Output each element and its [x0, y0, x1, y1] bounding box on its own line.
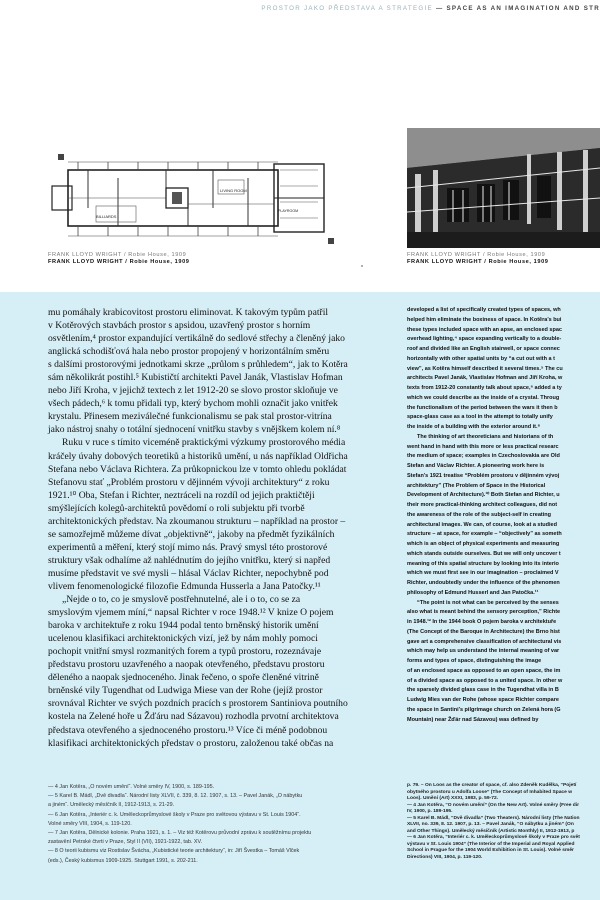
footnote-cz: — 6 Jan Kotěra, „Interiér c. k. Uměleckoprůmyslové školy v Praze pro světovou výstavu v St. Louis 1904“.	[48, 811, 301, 818]
czech-text-line: anglická schodišťová hala nebo prostor propojený v horizontálním směru	[48, 346, 330, 358]
czech-text-line: s dalšími prostorovými jednotkami skrze „průlom s průhledem“, jak to Kotěra	[48, 359, 348, 371]
czech-text-line: krystalu. Přinesem meziválečné funkcionalismu se pak stal prostor-vitrína	[48, 411, 332, 423]
english-text-line: Richter, undoubtedly under the influence of the phenomen	[407, 580, 560, 586]
czech-text-line: architektonických představ. Na zkoumanou strukturu – například na prostor –	[48, 515, 346, 527]
czech-text-line: představa otevřeného a sjednoceného prostoru.¹³ Více či méně podobnou	[48, 724, 328, 736]
footnote-en: obytného prostoru u Adolfa Loose” (The Concept of Inhabited Space w	[407, 789, 573, 795]
caption-left-cz: FRANK LLOYD WRIGHT / Robie House, 1909	[48, 252, 187, 258]
caption-left-en: FRANK LLOYD WRIGHT / Robie House, 1909	[48, 259, 190, 265]
czech-text-paragraph	[48, 593, 382, 750]
footnote-en: School in Prague for the 1904 World Exhibition in St. Louis). Volné směr	[407, 848, 574, 854]
english-text-line: developed a list of specifically created types of spaces, wh	[407, 307, 561, 313]
czech-text-line: představu prostoru uzavřeného a naopak otevřeného, představu prostoru	[48, 659, 325, 671]
english-text-line: Mountain) near Žďár nad Sázavou) was defined by	[407, 716, 539, 723]
czech-text-line: klasifikaci architektonických představ o prostoru, založenou také občas na	[48, 737, 334, 749]
plan-label-playroom: PLAYROOM	[278, 209, 299, 213]
footnote-cz: — 8 O teorii kubismu viz Rostislav Švácha, „Kubistické teorie architektury“, in: Jiří Švestka – Tomáš Vlček	[48, 848, 300, 855]
english-text-paragraph	[407, 599, 600, 726]
czech-text-line: 1921.¹⁰ Oba, Stefan i Richter, neztráceli na rozdíl od jejich praktičtěji	[48, 489, 315, 501]
english-text-line: in 1948.¹² In the 1944 book O pojem baroka v architektuře	[407, 619, 557, 625]
floor-plan-drawing	[48, 148, 338, 248]
footnote-en: p. 79. – On Loos as the creator of space, cf. also Zdeněk Kudělka, “Pojetí	[407, 783, 577, 788]
footnote-en: IV, 1900, p. 189-195.	[407, 809, 453, 815]
czech-text-line: ucelenou klasifikaci architektonických vizí, jež by nám mohly pomoci	[48, 633, 318, 645]
english-text-line: the medium of space; examples in Czechoslovakia are Old	[407, 453, 560, 460]
czech-text-line: kráčely úvahy dobových teoretiků a historiků umění, u nás například Oldřicha	[48, 450, 348, 462]
figure-caption-right	[407, 252, 549, 266]
english-text-line: which we could describe as the inside of a crystal. Throug	[407, 394, 560, 401]
footnote-en: Directions) VIII, 1904, p. 119-120.	[407, 855, 483, 861]
english-text-line: also what is meant behind the sensory perception,” Richte	[407, 609, 561, 616]
english-text-line: architects Pavel Janák, Vlastislav Hofman and Jiří Kroha, w	[407, 375, 563, 382]
english-text-line: The thinking of art theoreticians and historians of th	[417, 433, 554, 440]
english-text-line: the awareness of the role of the subject-self in creating	[407, 511, 551, 518]
czech-footnotes	[48, 783, 382, 866]
english-text-line: which stands outside ourselves. But we will only uncover t	[407, 550, 561, 557]
english-text-line: Stefan and Václav Richter. A pioneering work here is	[407, 463, 545, 469]
english-text-line: the functionalism of the period between the wars it then b	[407, 404, 558, 411]
english-footnotes	[407, 783, 600, 862]
english-text-line: these types included space with an apse, an enclosed spac	[407, 326, 562, 333]
czech-text-line: Ruku v ruce s tímito viceméně praktickými výzkumy prostorového média	[62, 437, 346, 449]
english-text-line: the inside of a building with the exterior around it.⁸	[407, 424, 541, 430]
czech-text-line: pochopit vnitřní smysl rozmanitých forem a typů prostoru, rozeznávaje	[48, 646, 322, 658]
czech-text-line: Stefanovu stať „Problém prostoru v dějinném vývoji architektury“ z roku	[48, 476, 330, 488]
czech-text-line: jako nástroj snahy o totální sjednocení vnitřku stavby s vnějškem kolem ní.⁸	[48, 424, 341, 436]
footnote-cz: — 7 Jan Kotěra, Dělnické kolonie. Praha 1921, s. 1. – Viz též Kotěrovu průvodní zprávu k soutěžnímu projektu	[48, 830, 312, 837]
english-text-line: forms and types of space, distinguishing the image	[407, 658, 542, 664]
czech-body-text	[48, 306, 382, 750]
footnote-cz: Volné směry VIII, 1904, s. 119-120.	[48, 820, 132, 827]
english-text-line: space-glass case as a tool in the attempt to totally unify	[407, 414, 553, 421]
czech-text-line: struktury však odhalíme až nahlédnutím do jejího vnitřku, který si napřed	[48, 554, 331, 566]
english-text-line: roof and divided like an English stairwell, or space connec	[407, 346, 560, 352]
english-text-line: Stefan’s 1921 treatise “Problém prostoru v dějinném vývoj	[407, 472, 560, 479]
running-head-separator: —	[432, 5, 447, 12]
footnote-cz: zastavění Petrské čtvrti v Praze, Styl II (VII), 1921-1922, tab. XV.	[48, 839, 203, 846]
czech-text-line: baroka v architektuře z roku 1944 podal tento brněnský historik umění	[48, 620, 319, 632]
footnote-cz: (eds.), Český kubismus 1909-1925. Stuttgart 1991, s. 202-211.	[48, 857, 198, 864]
footnote-en: — 4 Jan Kotěra, “O novém umění” (On the New Art). Volné směry (Free dir	[407, 802, 580, 808]
footnote-en: — 5 Karel B. Mádl, “Dvě divadla” (Two Theaters). Národní listy (The Nation	[407, 815, 580, 821]
english-text-line: structure – at space, for example – “objectively” as someth	[407, 531, 562, 538]
caption-right-cz: FRANK LLOYD WRIGHT / Robie House, 1909	[407, 252, 546, 258]
top-section	[0, 0, 600, 292]
plan-label-living-room: LIVING ROOM	[220, 188, 247, 193]
caption-right-en: FRANK LLOYD WRIGHT / Robie House, 1909	[407, 259, 549, 265]
czech-text-line: brněnské vily Tugendhat od Ludwiga Miese van der Rohe (jejíž prostor	[48, 685, 323, 697]
footnote-en: XLVII, no. 339, 8. 12. 1907, p. 13. – Pavel Janák, “O nábytku a jiném” (On	[407, 822, 574, 828]
czech-text-line: všech pádech,⁶ k tomu přidali typ, který bychom mohli označit jako vnitřek	[48, 398, 338, 410]
english-text-line: of an enclosed space as opposed to an open space, the im	[407, 667, 561, 674]
footnote-en: — 6 Jan Kotěra, “Interiér c. k. Uměleckoprůmyslové školy v Praze pro svět	[407, 835, 580, 841]
figure-caption-left	[48, 252, 190, 266]
english-text-line: horizontally with other spatial units by “a cut out with a t	[407, 355, 555, 362]
footnote-en: and Other Things). Umělecký měsíčník (Artistic Monthly) II, 1912-1913, p	[407, 828, 575, 834]
english-text-line: their more practical-thinking architect colleagues, did not	[407, 502, 558, 508]
footnote-cz: — 4 Jan Kotěra, „O novém umění“. Volné směry IV, 1900, s. 189-195.	[48, 784, 215, 790]
english-text-paragraph	[407, 433, 600, 599]
english-text-line: helped him eliminate the boxiness of space. In Kotěra’s bui	[407, 316, 562, 323]
english-text-line: overhead lighting,⁴ space expanding vertically to a double-	[407, 336, 562, 343]
english-text-line: philosophy of Edmund Husserl and Jan Patočka.¹¹	[407, 589, 539, 596]
english-text-line: the space in Santini’s pilgrimage church on Zelená hora (G	[407, 706, 561, 713]
english-text-line: (The Concept of the Baroque in Architecture) the Brno hist	[407, 628, 560, 635]
running-head-en: SPACE AS AN IMAGINATION AND STR	[446, 5, 600, 12]
english-text-line: which we must first see in our imagination – proclaimed V	[407, 570, 559, 577]
english-text-line: “The point is not what can be perceived by the senses	[417, 599, 559, 606]
english-body-text	[407, 306, 600, 725]
english-text-paragraph	[407, 306, 600, 433]
czech-text-line: experimentů a měření, který stojí mimo nás. Pravý smysl této prostorové	[48, 541, 328, 553]
english-text-line: the sparsely divided glass case in the Tugendhat villa in B	[407, 687, 559, 694]
english-text-line: meaning of this spatial structure by looking into its interio	[407, 560, 559, 567]
czech-text-line: smyslovým vjemem míní,“ napsal Richter v roce 1948.¹² V knize O pojem	[48, 607, 334, 619]
czech-text-line: se samozřejmě můžeme dívat „objektivně“, jakoby na předmět fyzikálních	[48, 528, 335, 540]
footnote-en: výstavu v St. Louis 1904” (The Interior of the Imperial and Royal Applied	[407, 841, 575, 847]
interior-photograph	[407, 128, 600, 248]
czech-text-line: Stefana nebo Václava Richtera. Za průkopnickou lze v tomto ohledu pokládat	[48, 463, 347, 475]
english-text-line: went hand in hand with this more or less practical researc	[407, 443, 559, 450]
czech-text-line: smýšlejících kolegů-architektů povědomí o roli subjektu při tvorbě	[48, 502, 305, 514]
czech-text-line: mu pomáhaly krabicovitost prostoru eliminovat. K takovým typům patřil	[48, 307, 329, 318]
english-text-line: Ludwig Mies van der Rohe (whose space Richter compare	[407, 697, 559, 703]
czech-text-line: osvětlením,⁴ prostor expandující vertikálně do sedlové střechy a členěný jako	[48, 333, 345, 345]
page-marker-dot	[361, 265, 363, 267]
czech-text-line: vlivem fenomenologické filozofie Edmunda Husserla a Jana Patočky.¹¹	[48, 580, 321, 592]
english-text-line: of a divided space as opposed to a united space. In other w	[407, 677, 563, 684]
english-text-line: which may help us understand the internal meaning of var	[407, 648, 560, 655]
english-text-line: Development of Architecture).¹⁰ Both Stefan and Richter, u	[407, 492, 560, 499]
english-text-line: architectural images. We can, of course, look at a studied	[407, 521, 557, 528]
running-head	[261, 5, 600, 12]
czech-text-line: v Kotěrových stavbách prostor s apsidou, uzavřený prostor s horním	[48, 320, 311, 332]
czech-text-line: sám několikrát postihl.⁵ Kubističtí architekti Pavel Janák, Vlastislav Hofman	[48, 372, 343, 384]
english-text-line: view”, as Kotěra himself described it several times.⁵ The cu	[407, 365, 563, 372]
czech-text-line: srovnával Richter ve svých pozdních pracích s prostorem Santiniova poutního	[48, 698, 348, 710]
footnote-cz: — 5 Karel B. Mádl, „Dvě divadla“. Národní listy XLVII, č. 339, 8. 12. 1907, s. 13. – Pavel Janák, „O nábytku	[48, 793, 303, 800]
czech-text-line: nebo Jiří Kroha, v jejichž textech z let 1912-20 se slovo prostor skloňuje ve	[48, 385, 338, 397]
english-text-line: architektury” (The Problem of Space in the Historical	[407, 482, 546, 489]
czech-text-paragraph	[48, 306, 382, 436]
running-head-cz: PROSTOR JAKO PŘEDSTAVA A STRATEGIE	[261, 5, 433, 12]
czech-text-paragraph	[48, 436, 382, 593]
plan-label-billiards: BILLIARDS	[96, 214, 117, 219]
english-text-line: gave art a comprehensive classification of architectural vis	[407, 638, 562, 645]
footnote-cz: a jiném“. Umělecký měsíčník II, 1912-1913, s. 21-29.	[48, 802, 175, 809]
czech-text-line: kostela na Zelené hoře u Žďáru nad Sázavou) rozhodla prvotní architektova	[48, 711, 339, 723]
english-text-line: which is an object of physical experiments and measuring	[407, 541, 560, 547]
czech-text-line: děleného a naopak sjednoceného. Jinak řečeno, o spoře členěné vitrině	[48, 672, 319, 684]
english-text-line: texts from 1912-20 constantly talk about space,⁶ added a ty	[407, 385, 562, 391]
czech-text-line: „Nejde o to, co je smyslově postřehnutelné, ale i o to, co se za	[62, 594, 301, 606]
footnote-en: Loos). Umění (Art) XXXI, 1983, p. 59-72.	[407, 796, 499, 802]
czech-text-line: musíme představit ve své mysli – hlásal Václav Richter, nepochybně pod	[48, 567, 329, 579]
